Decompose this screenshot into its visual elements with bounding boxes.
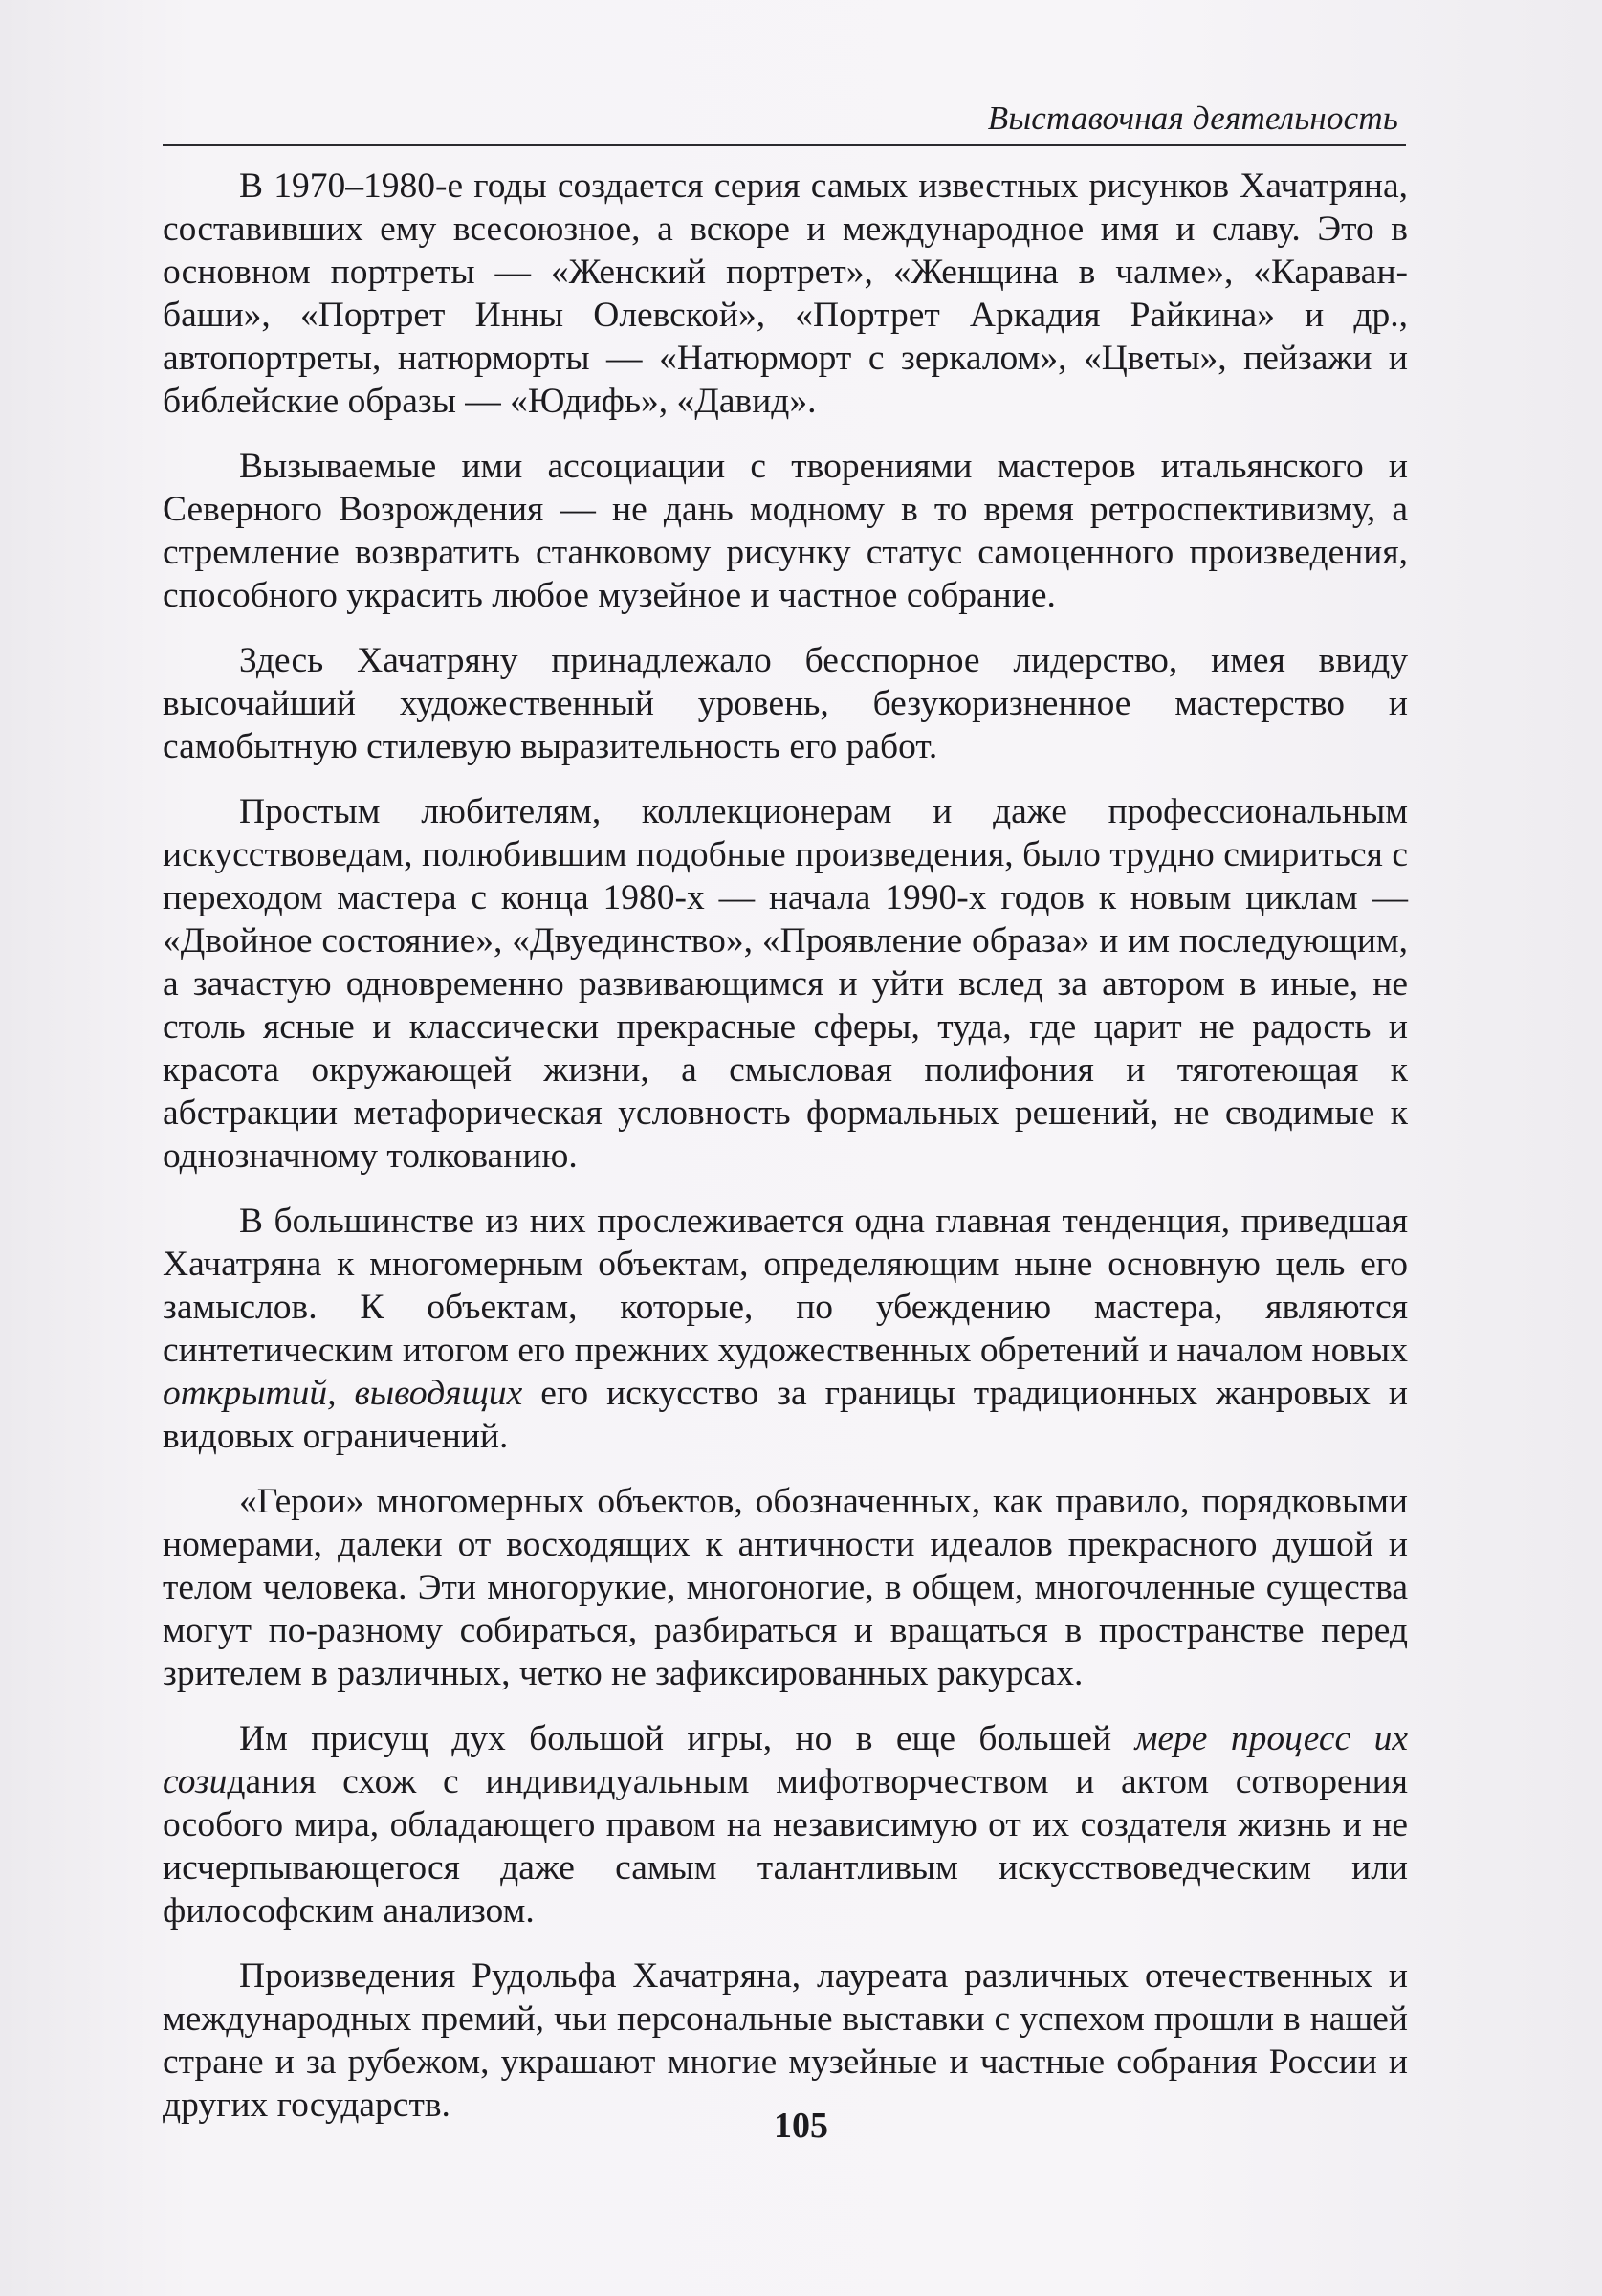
paragraph-7-emphasis: мере процесс их сози [163, 1719, 1408, 1801]
page-body [163, 165, 1408, 2149]
paragraph-7-start: Им присущ дух большой игры, но в еще большей [239, 1719, 1135, 1758]
paragraph-1: В 1970–1980-е годы создается серия самых известных рисунков Хачатряна, составивших ему всесоюзное, а вскоре и международное имя и славу. Это в основном портреты — «Женский портрет», «Женщина в чалме», «Караван-баши», «Портрет Инны Олевской», «Портрет Аркадия Райкина» и др., автопортреты, натюрморты — «Натюрморт с зеркалом», «Цветы», пейзажи и библейские образы — «Юдифь», «Давид». [163, 166, 1408, 421]
paragraph-7 [163, 1717, 1408, 1932]
paragraph-5-start: В большинстве из них прослеживается одна главная тенденция, приведшая Хачатряна к многомерным объектам, определяющим ныне основную цель его замыслов. К объектам, которые, по убеждению мастера, являются синтетическим итогом его прежних художественных обретений и началом новых [163, 1202, 1408, 1370]
paragraph-7-end: дания схож с индивидуальным мифотворчеством и актом сотворения особого мира, обладающего правом на независимую от их создателя жизнь и не исчерпывающегося даже самым талантливым искусствоведческим или философским анализом. [163, 1762, 1408, 1931]
section-title: Выставочная деятельность [987, 99, 1398, 137]
page-number: 105 [774, 2106, 828, 2146]
paragraph-4: Простым любителям, коллекционерам и даже профессиональным искусствоведам, полюбившим подобные произведения, было трудно смириться с переходом мастера с конца 1980-х — начала 1990-х годов к новым циклам — «Двойное состояние», «Двуединство», «Проявление образа» и им последующим, а зачастую одновременно развивающимся и уйти вслед за автором в иные, не столь ясные и классически прекрасные сферы, туда, где царит не радость и красота окружающей жизни, а смысловая полифония и тяготеющая к абстракции метафорическая условность формальных решений, не сводимые к однозначному толкованию. [163, 792, 1408, 1176]
paragraph-5 [163, 1200, 1408, 1458]
paragraph-5-end: его искусство за границы традиционных жанровых и видовых ограничений. [163, 1374, 1408, 1456]
paragraph-6: «Герои» многомерных объектов, обозначенных, как правило, порядковыми номерами, далеки от восходящих к античности идеалов прекрасного душой и телом человека. Эти многорукие, многоногие, в общем, многочленные существа могут по-разному собираться, разбираться и вращаться в пространстве перед зрителем в различных, четко не зафиксированных ракурсах. [163, 1482, 1408, 1693]
paragraph-8: Произведения Рудольфа Хачатряна, лауреата различных отечественных и международных премий, чьи персональные выставки с успехом прошли в нашей стране и за рубежом, украшают многие музейные и частные собрания России и других государств. [163, 1956, 1408, 2125]
running-header [163, 96, 1406, 146]
paragraph-5-emphasis: открытий, выводящих [163, 1374, 523, 1413]
paragraph-3: Здесь Хачатряну принадлежало бесспорное лидерство, имея ввиду высочайший художественный уровень, безукоризненное мастерство и самобытную стилевую выразительность его работ. [163, 641, 1408, 766]
paragraph-2: Вызываемые ими ассоциации с творениями мастеров итальянского и Северного Возрождения — не дань модному в то время ретроспективизму, а стремление возвратить станковому рисунку статус самоценного произведения, способного украсить любое музейное и частное собрание. [163, 447, 1408, 615]
